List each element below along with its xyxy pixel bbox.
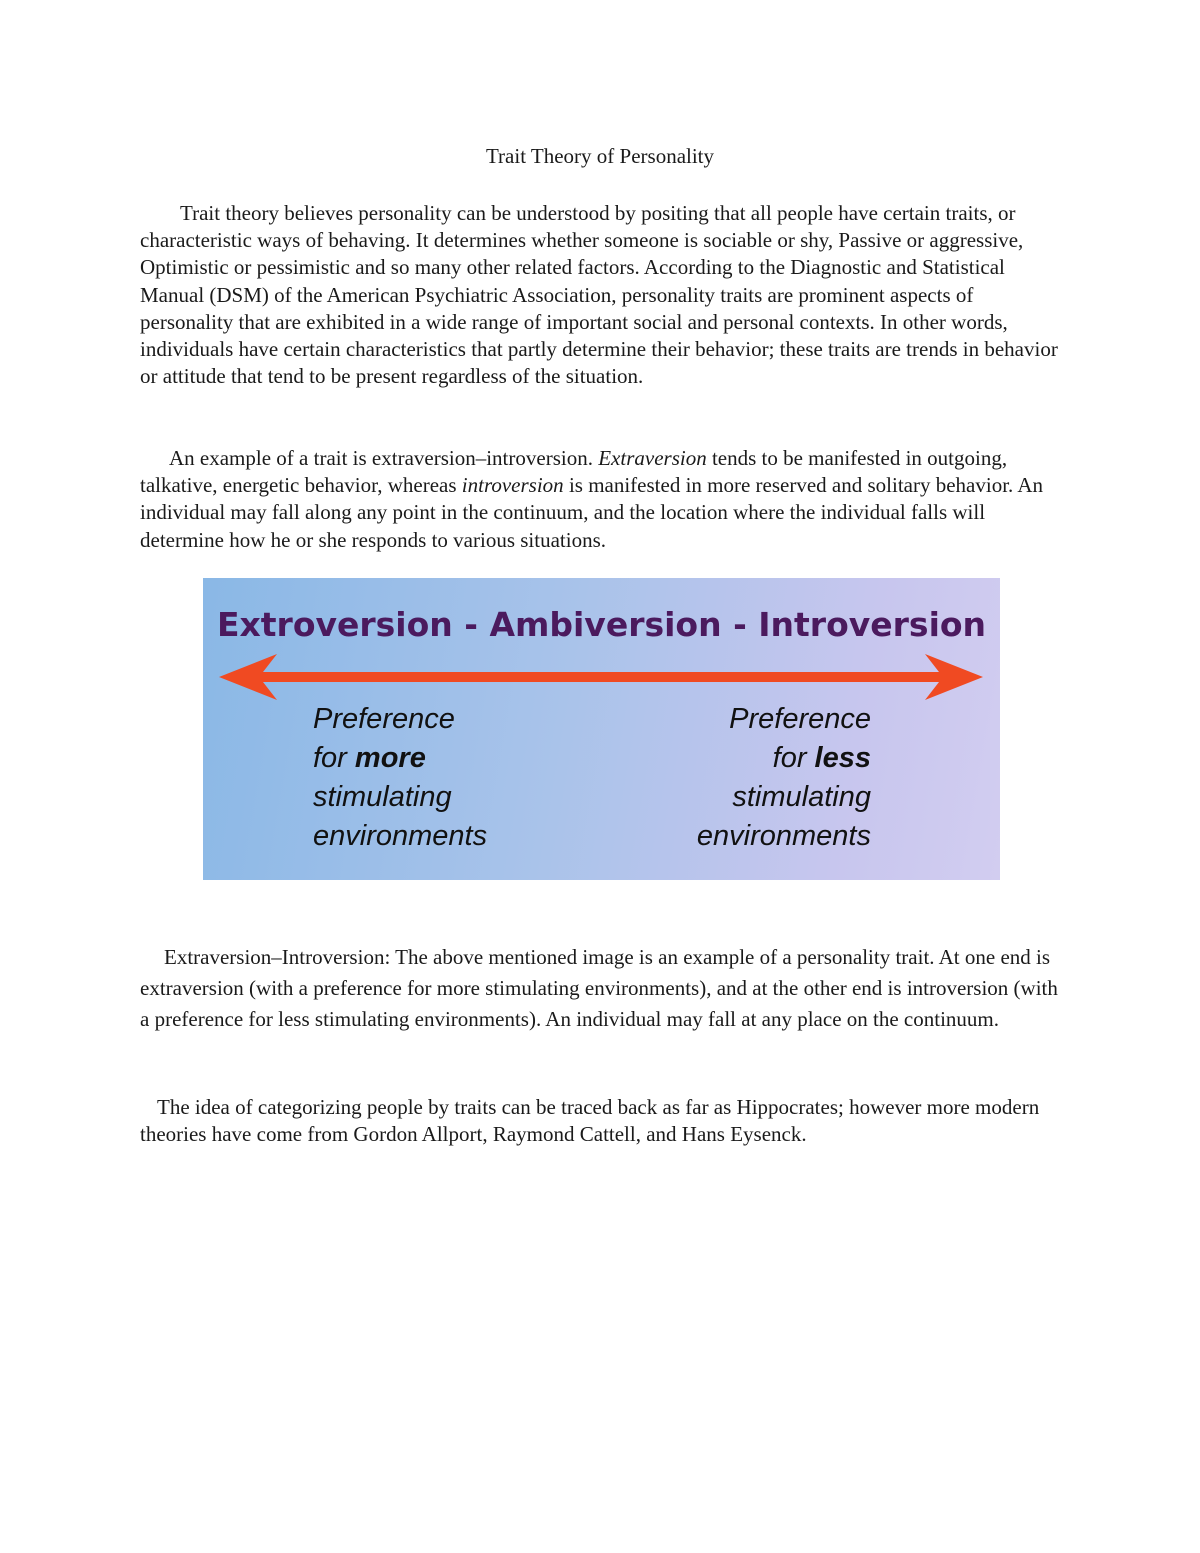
label-text: for xyxy=(772,742,815,774)
term-extraversion: Extraversion xyxy=(598,446,707,470)
document-title: Trait Theory of Personality xyxy=(485,144,715,168)
paragraph-history: The idea of categorizing people by traits can be traced back as far as Hippocrates; however more modern theories have come from Gordon Allport, Raymond Cattell, and Hans Eysenck. xyxy=(140,1095,1040,1147)
label-text: for xyxy=(313,742,355,774)
label-line: environments xyxy=(313,820,488,852)
paragraph-extraversion-example xyxy=(140,445,1060,554)
term-introversion: introversion xyxy=(461,473,564,498)
continuum-figure xyxy=(203,578,1000,880)
arrow-shape xyxy=(219,654,983,700)
extroversion-label xyxy=(313,700,573,856)
label-line: environments xyxy=(696,820,871,852)
label-emphasis: more xyxy=(354,742,426,774)
paragraph-figure-caption: Extraversion–Introversion: The above mentioned image is an example of a personality trait. At one end is extraversion (with a preference for more stimulating environments), and at the other end is introversion (with a preference for less stimulating environments). An individual may fall at any place on the continuum. xyxy=(140,945,1058,1031)
paragraph-text: tends to be manifested in outgoing, talkative, energetic behavior, whereas xyxy=(140,446,1008,498)
label-line: stimulating xyxy=(732,781,871,813)
label-line: Preference xyxy=(313,703,455,735)
paragraph-trait-theory: Trait theory believes personality can be understood by positing that all people have certain traits, or characteristic ways of behaving. It determines whether someone is sociable or shy, Passive or aggressive, Optimistic or pessimistic and so many other related factors. According to the Diagnostic and Statistical Manual (DSM) of the American Psychiatric Association, personality traits are prominent aspects of personality that are exhibited in a wide range of important social and personal contexts. In other words, individuals have certain characteristics that partly determine their behavior; these traits are trends in behavior or attitude that tend to be present regardless of the situation. xyxy=(140,201,1058,389)
figure-heading: Extroversion - Ambiversion - Introversion xyxy=(216,605,987,644)
double-arrow-icon xyxy=(219,652,983,702)
paragraph-text: is manifested in more reserved and solitary behavior. An individual may fall along any point in the continuum, and the location where the individual falls will determine how he or she responds to various situations. xyxy=(140,473,1044,552)
paragraph-text: An example of a trait is extraversion–introversion. xyxy=(169,446,599,470)
label-line xyxy=(313,739,573,778)
label-line: stimulating xyxy=(313,781,452,813)
label-line: Preference xyxy=(729,703,871,735)
label-emphasis: less xyxy=(814,742,871,774)
introversion-label xyxy=(613,700,871,856)
label-line xyxy=(613,739,871,778)
